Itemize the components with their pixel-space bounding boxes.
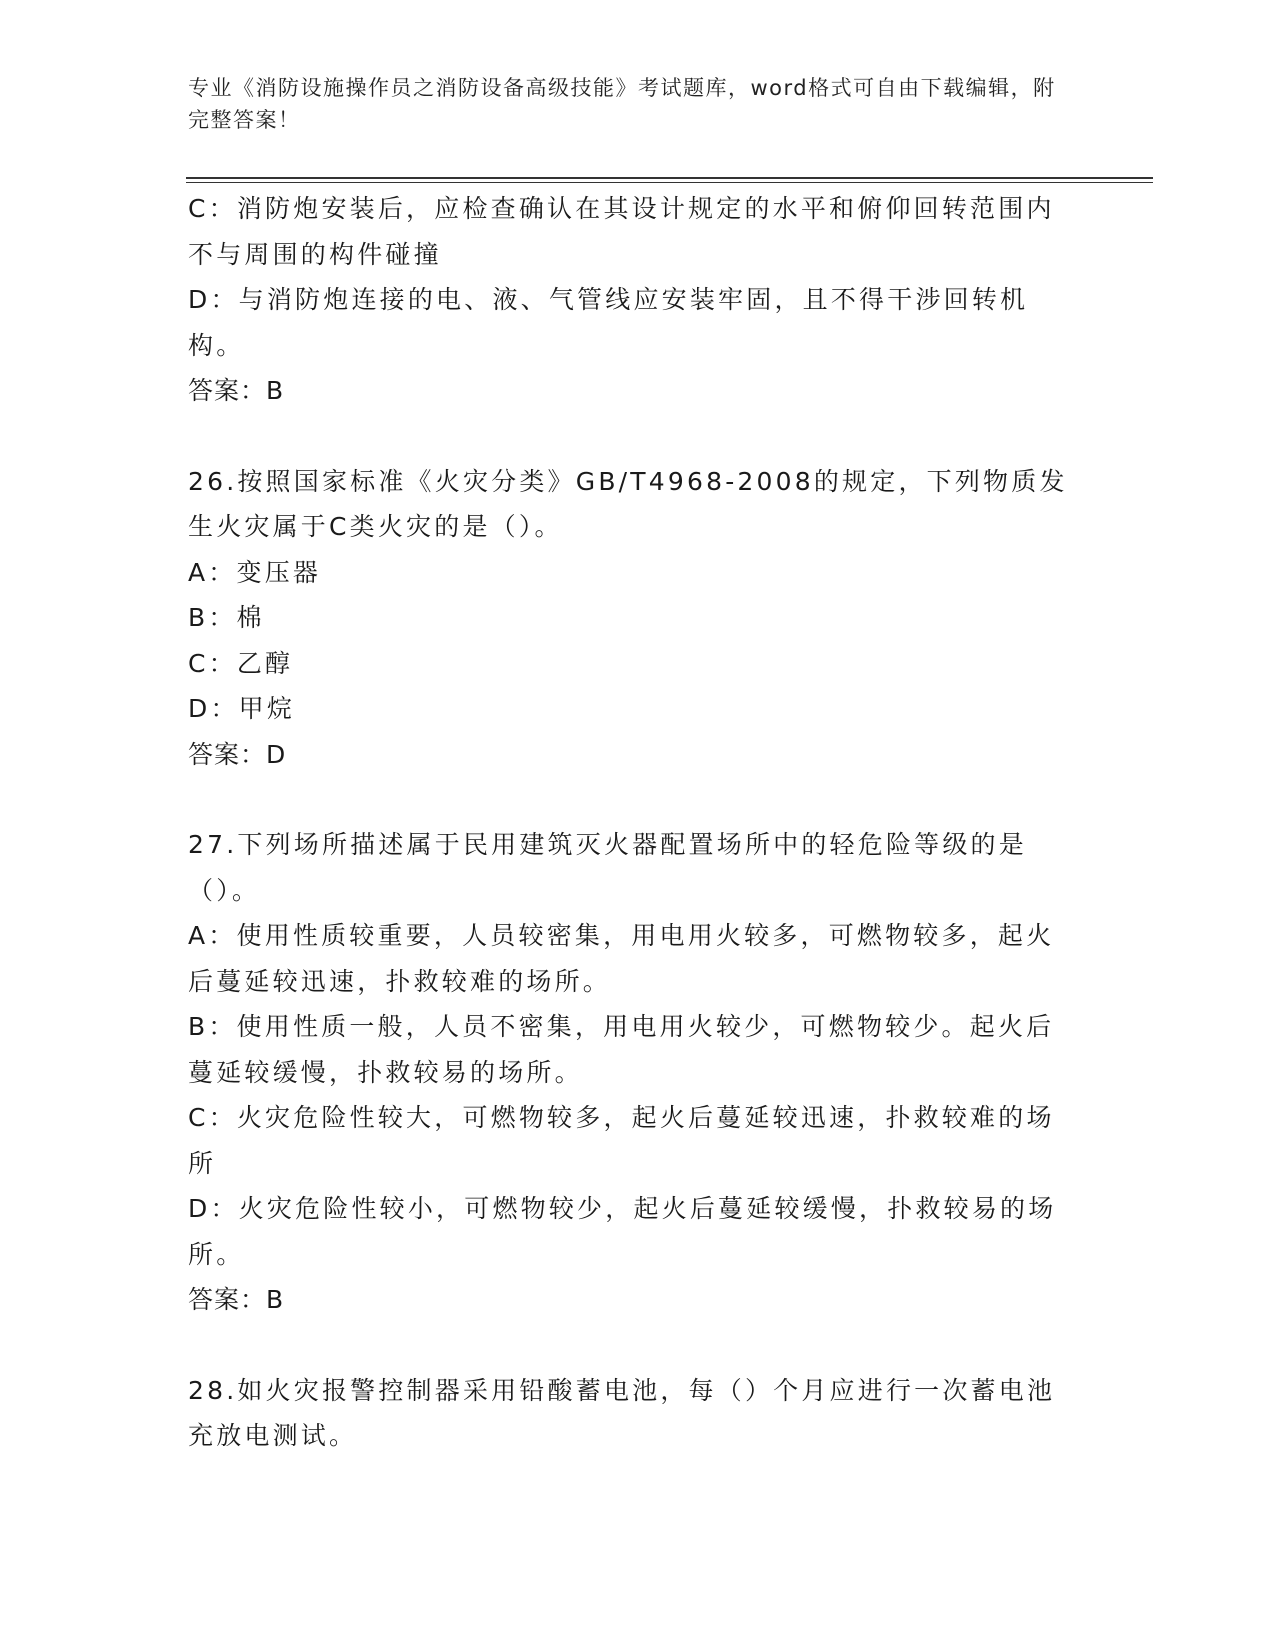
header-divider-thin [186,182,1153,183]
question-stem: 26.按照国家标准《火灾分类》GB/T4968-2008的规定，下列物质发生火灾属于C类火灾的是（）。 [188,466,1068,541]
answer-line: 答案：B [188,376,285,405]
spacer [188,777,1068,822]
question-26 [188,459,1068,778]
question-25-continued [188,186,1068,414]
spacer [188,1323,1068,1368]
option-c: C：乙醇 [188,648,294,678]
question-27 [188,822,1068,1323]
question-28 [188,1368,1068,1459]
header-text: 专业《消防设施操作员之消防设备高级技能》考试题库，word格式可自由下载编辑，附完整答案！ [188,76,1056,132]
option-b: B：棉 [188,603,265,632]
header-divider-thick [186,177,1153,179]
option-c: C：火灾危险性较大，可燃物较多，起火后蔓延较迅速，扑救较难的场所 [188,1103,1055,1178]
answer-line: 答案：D [188,739,287,769]
option-d: D：与消防炮连接的电、液、气管线应安装牢固，且不得干涉回转机构。 [188,285,1029,360]
option-c: C：消防炮安装后，应检查确认在其设计规定的水平和俯仰回转范围内不与周围的构件碰撞 [188,194,1055,269]
option-a: A：使用性质较重要，人员较密集，用电用火较多，可燃物较多，起火后蔓延较迅速，扑救较难的场所。 [188,921,1055,996]
spacer [188,414,1068,459]
option-b: B：使用性质一般，人员不密集，用电用火较少，可燃物较少。起火后蔓延较缓慢，扑救较易的场所。 [188,1012,1055,1087]
option-a: A：变压器 [188,557,322,587]
option-d: D：火灾危险性较小，可燃物较少，起火后蔓延较缓慢，扑救较易的场所。 [188,1194,1057,1269]
option-d: D：甲烷 [188,694,296,723]
question-stem: 27.下列场所描述属于民用建筑灭火器配置场所中的轻危险等级的是（）。 [188,830,1027,905]
document-body [188,186,1068,1459]
answer-line: 答案：B [188,1285,285,1314]
document-header [188,72,1068,136]
question-stem: 28.如火灾报警控制器采用铅酸蓄电池，每（）个月应进行一次蓄电池充放电测试。 [188,1375,1056,1450]
